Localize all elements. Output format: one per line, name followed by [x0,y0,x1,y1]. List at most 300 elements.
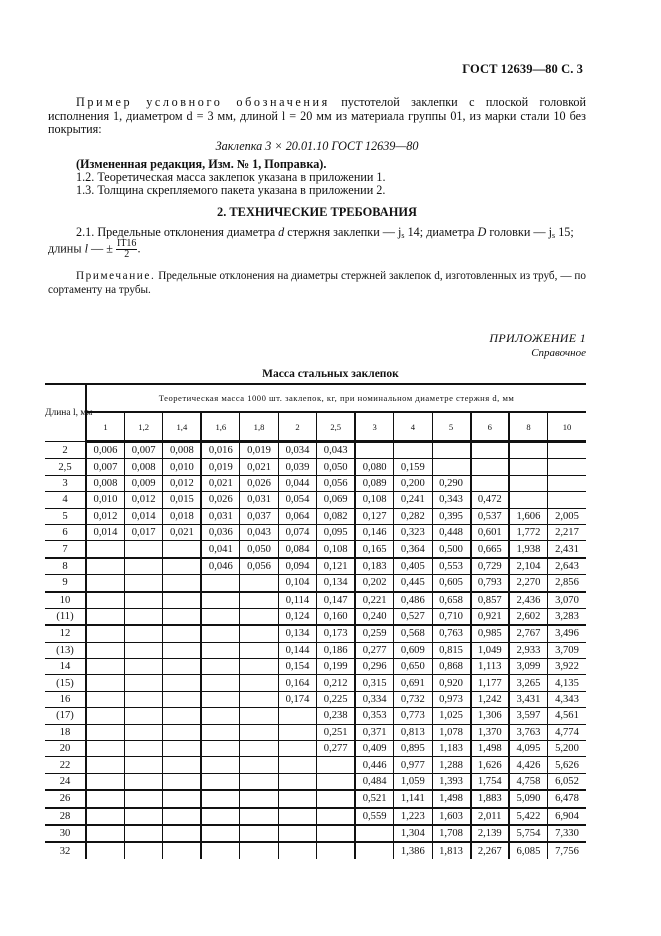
table-row [45,691,586,707]
mass-cell: 0,323 [394,524,432,540]
mass-cell: 0,154 [278,659,316,675]
mass-cell: 0,173 [317,625,355,642]
mass-cell: 0,018 [163,508,201,524]
mass-cell: 0,793 [471,575,509,592]
mass-cell: 0,147 [317,592,355,609]
mass-cell: 0,127 [355,508,393,524]
column-header-diameter: 3 [355,412,393,442]
column-header-diameter: 2,5 [317,412,355,442]
mass-cell: 0,568 [394,625,432,642]
mass-cell: 1,606 [509,508,547,524]
mass-cell: 0,259 [355,625,393,642]
mass-cell [278,825,316,842]
mass-cell: 0,164 [278,675,316,691]
mass-cell: 5,754 [509,825,547,842]
mass-cell [86,608,124,625]
mass-cell: 1,306 [471,708,509,724]
mass-cell: 0,240 [355,608,393,625]
mass-cell [509,459,547,475]
mass-cell [86,708,124,724]
mass-cell [86,575,124,592]
mass-cell [240,608,278,625]
mass-cell: 2,104 [509,558,547,575]
mass-cell: 0,202 [355,575,393,592]
mass-cell: 0,763 [432,625,470,642]
table-row [45,508,586,524]
mass-cell: 1,603 [432,808,470,825]
mass-cell: 0,238 [317,708,355,724]
mass-cell [86,790,124,807]
mass-cell: 0,015 [163,492,201,508]
mass-cell [201,592,239,609]
mass-cell: 4,561 [547,708,586,724]
mass-cell [240,659,278,675]
mass-cell: 0,813 [394,724,432,740]
mass-cell: 0,021 [240,459,278,475]
clause-2-1-text: 14; диаметра [404,225,478,239]
mass-cell: 1,883 [471,790,509,807]
mass-cell: 0,484 [355,773,393,790]
mass-cell: 2,431 [547,541,586,558]
mass-cell [355,842,393,858]
row-length-cell: 16 [45,691,86,707]
mass-cell: 0,174 [278,691,316,707]
mass-cell [124,691,162,707]
mass-cell: 1,113 [471,659,509,675]
mass-cell: 0,007 [124,442,162,459]
mass-cell: 0,021 [163,524,201,540]
mass-cell: 0,026 [240,475,278,491]
row-length-cell: 22 [45,757,86,773]
mass-cell: 1,498 [471,741,509,757]
mass-cell [240,724,278,740]
table-title: Масса стальных заклепок [262,368,399,380]
clause-2-1-text: длины [48,241,85,256]
mass-cell: 1,393 [432,773,470,790]
mass-cell: 0,089 [355,475,393,491]
mass-cell: 0,008 [163,442,201,459]
mass-cell: 0,343 [432,492,470,508]
mass-cell: 0,200 [394,475,432,491]
symbol-d: d [278,225,285,239]
mass-cell: 0,353 [355,708,393,724]
mass-cell: 0,448 [432,524,470,540]
table-row [45,625,586,642]
mass-cell: 0,277 [355,642,393,658]
mass-cell: 4,758 [509,773,547,790]
mass-cell [124,659,162,675]
mass-cell: 6,085 [509,842,547,858]
mass-cell [240,842,278,858]
mass-cell: 1,754 [471,773,509,790]
mass-cell [317,790,355,807]
mass-cell: 0,014 [86,524,124,540]
mass-cell [240,773,278,790]
mass-cell [86,659,124,675]
mass-cell: 0,973 [432,691,470,707]
mass-cell [163,842,201,858]
mass-cell: 0,069 [317,492,355,508]
mass-cell: 0,486 [394,592,432,609]
row-length-cell: 8 [45,558,86,575]
mass-cell: 0,144 [278,642,316,658]
mass-cell: 0,920 [432,675,470,691]
mass-cell: 0,012 [86,508,124,524]
mass-cell: 0,732 [394,691,432,707]
table-row [45,558,586,575]
mass-cell: 0,500 [432,541,470,558]
mass-cell [163,558,201,575]
mass-cell: 0,537 [471,508,509,524]
mass-cell: 3,597 [509,708,547,724]
mass-cell [278,708,316,724]
mass-cell: 0,290 [432,475,470,491]
mass-cell: 0,729 [471,558,509,575]
mass-cell [240,825,278,842]
mass-cell [163,608,201,625]
mass-cell: 3,283 [547,608,586,625]
mass-cell [394,442,432,459]
mass-cell [124,575,162,592]
clause-2-1-text: 15; [555,225,574,239]
table-row [45,790,586,807]
mass-cell: 0,039 [278,459,316,475]
mass-cell: 0,084 [278,541,316,558]
note-text: Предельные отклонения на диаметры стержней заклепок d, изготовленных из труб, — по сортаменту на трубы. [48,270,586,296]
mass-cell: 1,938 [509,541,547,558]
amendment-note: (Измененная редакция, Изм. № 1, Поправка). [76,157,327,171]
mass-cell: 0,985 [471,625,509,642]
mass-cell [278,773,316,790]
column-header-diameter: 1 [86,412,124,442]
mass-cell [163,757,201,773]
row-length-cell: 30 [45,825,86,842]
mass-cell: 0,527 [394,608,432,625]
mass-cell: 0,895 [394,741,432,757]
mass-cell [86,842,124,858]
mass-cell: 0,221 [355,592,393,609]
mass-cell: 1,288 [432,757,470,773]
mass-cell: 0,016 [201,442,239,459]
mass-cell: 0,043 [240,524,278,540]
mass-cell: 2,217 [547,524,586,540]
mass-cell [201,608,239,625]
table-row [45,492,586,508]
mass-cell: 3,070 [547,592,586,609]
mass-cell: 0,445 [394,575,432,592]
mass-cell: 0,019 [240,442,278,459]
mass-cell: 0,364 [394,541,432,558]
mass-cell [86,625,124,642]
row-length-cell: (13) [45,642,86,658]
mass-cell: 0,007 [86,459,124,475]
mass-cell [317,757,355,773]
clause-2-1-text: головки — j [486,225,553,239]
mass-cell: 0,199 [317,659,355,675]
mass-cell: 0,043 [317,442,355,459]
mass-cell [163,541,201,558]
mass-cell: 2,767 [509,625,547,642]
mass-cell: 0,056 [317,475,355,491]
mass-cell: 0,037 [240,508,278,524]
table-row [45,642,586,658]
mass-cell [240,741,278,757]
mass-cell [163,592,201,609]
mass-cell: 0,650 [394,659,432,675]
mass-cell: 0,108 [317,541,355,558]
mass-cell [124,642,162,658]
table-row [45,442,586,459]
clause-1-2: 1.2. Теоретическая масса заклепок указана в приложении 1. [76,170,386,184]
mass-cell [163,642,201,658]
row-length-cell: 2,5 [45,459,86,475]
mass-cell [201,773,239,790]
note-lead: Примечание. [76,270,156,282]
fraction-numerator: IT16 [116,238,137,249]
mass-cell: 2,139 [471,825,509,842]
mass-cell [86,642,124,658]
mass-cell: 1,386 [394,842,432,858]
mass-cell: 0,691 [394,675,432,691]
row-length-cell: 18 [45,724,86,740]
mass-cell: 3,496 [547,625,586,642]
mass-cell [201,842,239,858]
mass-cell: 0,012 [124,492,162,508]
mass-cell [163,625,201,642]
mass-cell: 0,446 [355,757,393,773]
mass-cell: 0,026 [201,492,239,508]
appendix-label: ПРИЛОЖЕНИЕ 1 [489,331,586,345]
mass-cell: 1,498 [432,790,470,807]
mass-cell [201,625,239,642]
mass-cell [509,442,547,459]
mass-cell: 0,405 [394,558,432,575]
mass-cell [201,642,239,658]
section-2-title: 2. ТЕХНИЧЕСКИЕ ТРЕБОВАНИЯ [217,205,417,219]
table-row [45,592,586,609]
mass-cell: 4,426 [509,757,547,773]
row-length-cell: 24 [45,773,86,790]
column-header-diameter: 4 [394,412,432,442]
mass-cell: 0,019 [201,459,239,475]
row-length-cell: 14 [45,659,86,675]
mass-cell [86,691,124,707]
mass-cell [547,492,586,508]
mass-cell [547,459,586,475]
mass-cell: 0,012 [163,475,201,491]
mass-cell [124,773,162,790]
mass-cell: 0,134 [317,575,355,592]
row-length-cell: (17) [45,708,86,724]
mass-cell: 4,135 [547,675,586,691]
mass-cell: 0,395 [432,508,470,524]
mass-cell [471,475,509,491]
table-row [45,825,586,842]
mass-cell: 0,605 [432,575,470,592]
example-text: пустотелой заклепки с плоской головкой исполнения 1, диаметром d = 3 мм, длиной l = 20 мм из материала группы 01, из марки стали 10 без покрытия: [48,95,586,136]
mass-cell [201,790,239,807]
mass-cell [509,475,547,491]
mass-cell: 2,005 [547,508,586,524]
clause-2-1-text: стержня заклепки — j [284,225,402,239]
mass-cell: 0,251 [317,724,355,740]
mass-cell: 0,044 [278,475,316,491]
mass-cell: 1,626 [471,757,509,773]
section-2-note [48,270,586,297]
column-header-diameter: 10 [547,412,586,442]
mass-cell: 5,090 [509,790,547,807]
mass-cell: 0,064 [278,508,316,524]
mass-cell [124,842,162,858]
mass-cell [163,773,201,790]
mass-cell [201,691,239,707]
mass-cell: 0,010 [163,459,201,475]
mass-cell [124,608,162,625]
column-header-diameter: 8 [509,412,547,442]
mass-cell: 1,183 [432,741,470,757]
mass-cell [86,592,124,609]
mass-cell [317,773,355,790]
appendix-heading [489,331,586,359]
mass-cell [201,808,239,825]
mass-cell: 1,242 [471,691,509,707]
row-length-cell: 5 [45,508,86,524]
mass-cell: 0,134 [278,625,316,642]
mass-cell: 0,074 [278,524,316,540]
mass-cell [86,675,124,691]
steel-rivet-mass-table [45,383,586,859]
mass-cell [240,592,278,609]
fraction-it16-over-2 [116,239,137,260]
mass-cell [471,459,509,475]
mass-cell [124,541,162,558]
mass-cell: 2,933 [509,642,547,658]
mass-cell: 0,056 [240,558,278,575]
mass-cell [278,808,316,825]
mass-cell: 6,478 [547,790,586,807]
mass-cell [240,790,278,807]
mass-cell [86,757,124,773]
mass-cell [163,659,201,675]
mass-cell [124,808,162,825]
clause-1-3: 1.3. Толщина скрепляемого пакета указана в приложении 2. [76,183,386,197]
mass-cell: 0,773 [394,708,432,724]
mass-cell: 2,267 [471,842,509,858]
mass-cell: 0,371 [355,724,393,740]
mass-cell [86,724,124,740]
row-length-cell: 9 [45,575,86,592]
example-lead: Пример условного обозначения [76,95,330,109]
mass-cell [240,708,278,724]
mass-cell [278,741,316,757]
mass-cell: 0,010 [86,492,124,508]
mass-cell: 0,609 [394,642,432,658]
mass-cell: 0,008 [86,475,124,491]
row-length-cell: 6 [45,524,86,540]
mass-cell [317,842,355,858]
row-length-cell: 32 [45,842,86,858]
mass-cell: 3,265 [509,675,547,691]
mass-cell [86,741,124,757]
mass-cell [278,790,316,807]
page-header-doc-ref: ГОСТ 12639—80 С. 3 [462,62,583,76]
table-row [45,675,586,691]
mass-cell [163,708,201,724]
mass-cell [509,492,547,508]
mass-cell: 1,059 [394,773,432,790]
column-header-mass: Теоретическая масса 1000 шт. заклепок, кг, при номинальном диаметре стержня d, мм [86,384,586,412]
mass-cell: 0,080 [355,459,393,475]
mass-cell: 0,036 [201,524,239,540]
clause-2-1-length-tolerance [48,239,586,260]
mass-cell: 4,774 [547,724,586,740]
mass-cell: 0,008 [124,459,162,475]
mass-cell: 0,114 [278,592,316,609]
mass-cell [240,575,278,592]
mass-cell [201,741,239,757]
mass-cell: 3,099 [509,659,547,675]
row-length-cell: 10 [45,592,86,609]
mass-cell [163,675,201,691]
column-header-diameter: 1,8 [240,412,278,442]
mass-cell [124,757,162,773]
mass-cell [163,808,201,825]
row-length-cell: 12 [45,625,86,642]
mass-cell: 0,241 [394,492,432,508]
mass-cell: 0,034 [278,442,316,459]
column-header-diameter: 1,4 [163,412,201,442]
mass-cell: 1,813 [432,842,470,858]
mass-cell: 0,031 [240,492,278,508]
mass-cell: 0,977 [394,757,432,773]
mass-cell: 1,177 [471,675,509,691]
mass-cell: 2,602 [509,608,547,625]
table-row [45,659,586,675]
mass-cell: 1,049 [471,642,509,658]
mass-cell: 0,665 [471,541,509,558]
clause-2-1-end: . [137,241,141,256]
mass-cell: 1,708 [432,825,470,842]
mass-cell: 4,343 [547,691,586,707]
row-length-cell: 26 [45,790,86,807]
mass-cell [86,773,124,790]
table-row [45,608,586,625]
mass-cell: 0,658 [432,592,470,609]
mass-cell [163,825,201,842]
mass-cell: 0,160 [317,608,355,625]
mass-cell: 2,436 [509,592,547,609]
mass-cell: 0,104 [278,575,316,592]
mass-cell [201,825,239,842]
mass-cell: 0,159 [394,459,432,475]
mass-cell [124,592,162,609]
mass-cell: 0,334 [355,691,393,707]
table-row [45,842,586,858]
table-row [45,757,586,773]
appendix-status: Справочное [531,347,586,359]
symbol-l: l [84,241,88,256]
column-header-diameter: 5 [432,412,470,442]
mass-cell: 0,082 [317,508,355,524]
mass-cell: 5,422 [509,808,547,825]
mass-cell [124,558,162,575]
mass-cell: 0,921 [471,608,509,625]
mass-cell [355,442,393,459]
mass-cell [240,757,278,773]
table-row [45,773,586,790]
mass-cell: 1,772 [509,524,547,540]
designation-example: Заклепка 3 × 20.01.10 ГОСТ 12639—80 [215,139,419,153]
